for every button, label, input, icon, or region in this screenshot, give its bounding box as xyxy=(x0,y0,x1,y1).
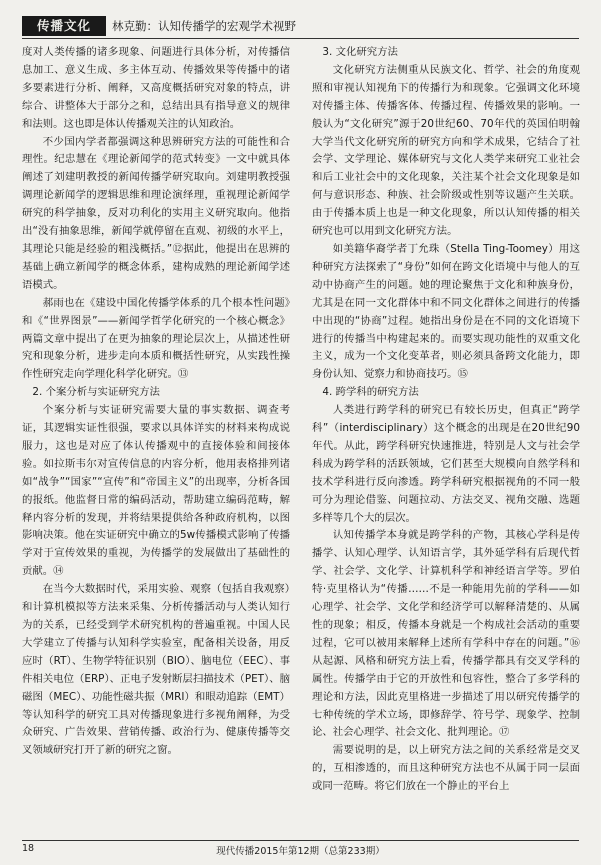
paragraph: 郝雨也在《建设中国化传播学体系的几个根本性问题》和《“世界图景”——新闻学哲学化研究的一个核心概念》两篇文章中提出了在更为抽象的理论层次上，从描述性研究和现象分析，进步走向本质和概括性研究，从实践性操作性研究走向学理化科学化研究。⑬ xyxy=(22,296,290,381)
page-header xyxy=(22,14,579,40)
paragraph: 文化研究方法侧重从民族文化、哲学、社会的角度观照和审视认知视角下的传播行为和现象。它强调文化环境对传播主体、传播客体、传播过程、传播效果的影响。一般认为“文化研究”源于20世纪60、70年代的英国伯明翰大学当代文化研究所的研究方向和学术成果，它结合了社会学、文学理论、媒体研究与文化人类学来研究工业社会和后工业社会中的文化现象，关注某个社会文化现象是如何与意识形态、种族、社会阶级或性别等议题产生关联。由于传播本质上也是一种文化现象，所以认知传播的相关研究也可以用到文化研究方法。 xyxy=(312,63,580,238)
running-title: 林克勤：认知传播学的宏观学术视野 xyxy=(112,19,296,33)
paragraph: 如美籍华裔学者丁允珠（Stella Ting-Toomey）用这种研究方法探索了“身份”如何在跨文化语境中与他人的互动中协商产生的问题。她的理论聚焦于文化和种族身份，尤其是在同一文化群体中和不同文化群体之间进行的传播中出现的“协商”过程。她指出身份是在不同的文化语境下进行的传播当中构建起来的。而要实现功能性的双重文化主义，成为一个文化变革者，则必须具备跨文化能力，即身份认知、觉察力和协商技巧。⑮ xyxy=(312,242,580,381)
paragraph: 在当今大数据时代，采用实验、观察（包括自我观察）和计算机模拟等方法来采集、分析传播活动与人类认知行为的关系，已经受到学术研究机构的普遍重视。中国人民大学建立了传播与认知科学实验室，配备相关设备，用反应时（RT）、生物学特征识别（BIO）、脑电位（EEC）、事件相关电位（ERP）、正电子发射断层扫描技术（PET）、脑磁图（MEC）、功能性磁共振（MRI）和眼动追踪（EMT）等认知科学的研究工具对传播现象进行多视角阐释，为受众研究、广告效果、营销传播、政治行为、健康传播等交叉领域研究打开了新的研究之窗。 xyxy=(22,583,290,757)
left-column xyxy=(22,44,290,834)
paragraph: 度对人类传播的诸多现象、问题进行具体分析，对传播信息加工、意义生成、多主体互动、传播效果等传播中的诸多要素进行分析、阐释，又高度概括研究对象的特点，讲综合、讲整体大于部分之和，总结出具有指导意义的规律和法则。这也即是体认传播观关注的认知政治。 xyxy=(22,46,290,130)
section-tag: 传播文化 xyxy=(22,16,106,36)
paragraph: 个案分析与实证研究需要大量的事实数据、调查考证，其逻辑实证性很强，要求以具体详实的材料来构成说服力，这也是对应了体认传播观中的直接体验和间接体验。如拉斯韦尔对宣传信息的内容分析，他用表格排列诸如“战争”“国家”“宣传”和“帝国主义”的出现率，分析各国的报纸。他监督日常的编码活动，帮助建立编码范畴，解释内容分析的发现，并将结果提供给各种政府机构，以图影响决策。他在实证研究中确立的5w传播模式影响了传播学对于宣传效果的重视，为传播学的发展做出了基础性的贡献。⑭ xyxy=(22,404,290,578)
paragraph: 不少国内学者都强调这种思辨研究方法的可能性和合理性。纪忠慧在《理论新闻学的范式转变》一文中就具体阐述了刘建明教授的新闻传播学研究取向。刘建明教授强调理论新闻学的逻辑思维和理论演绎理，重视理论新闻学研究的科学抽象，反对功利化的实用主义研究取向。他指出“没有抽象思维，新闻学就停留在直观、初级的水平上，其理论只能是经验的粗浅概括。”⑫据此，他提出在思辨的基础上确立新闻学的概念体系，建构成熟的理论新闻学述语模式。 xyxy=(22,135,290,291)
header-rule xyxy=(22,38,579,39)
footer-rule xyxy=(22,840,579,841)
paragraph: 人类进行跨学科的研究已有较长历史，但真正“跨学科”（interdisciplinary）这个概念的出现是在20世纪90年代。从此，跨学科研究快速推进，特别是人文与社会学科成为跨学科的活跃领域，它们甚至大规模向自然学科和技术学科进行反向渗透。跨学科研究根据视角的不同一般可分为理论借鉴、问题拉动、方法交叉、视角交融、选题多样等几个大的层次。 xyxy=(312,404,580,524)
subsection-heading: 4. 跨学科的研究方法 xyxy=(322,386,419,399)
paragraph: 需要说明的是，以上研究方法之间的关系经常是交叉的，互相渗透的，而且这种研究方法也不从属于同一层面或同一范畴。将它们放在一个静止的平台上 xyxy=(312,744,580,793)
page-footer xyxy=(22,840,579,858)
page-number: 18 xyxy=(22,843,35,854)
subsection-heading: 3. 文化研究方法 xyxy=(322,46,398,58)
journal-info: 现代传播2015年第12期（总第233期） xyxy=(216,846,385,857)
subsection-heading: 2. 个案分析与实证研究方法 xyxy=(32,386,160,399)
right-column xyxy=(312,44,580,834)
paragraph: 认知传播学本身就是跨学科的产物，其核心学科是传播学、认知心理学、认知语言学，其外延学科有后现代哲学、社会学、文化学、计算机科学和神经语言学等。罗伯特·克里格认为“传播……不是一种能用先前的学科——如心理学、社会学、文化学和经济学可以解释清楚的、从属性的现象；相反，传播本身就是一个构成社会活动的重要过程，它可以被用来解释上述所有学科中存在的问题。”⑯从起源、风格和研究方法上看，传播学都具有交叉学科的属性。传播学由于它的开放性和包容性，整合了多学科的理论和方法，因此克里格进一步描述了用以研究传播学的七种传统的学术立场，即修辞学、符号学、现象学、控制论、社会心理学、社会文化、批判理论。⑰ xyxy=(312,529,580,739)
